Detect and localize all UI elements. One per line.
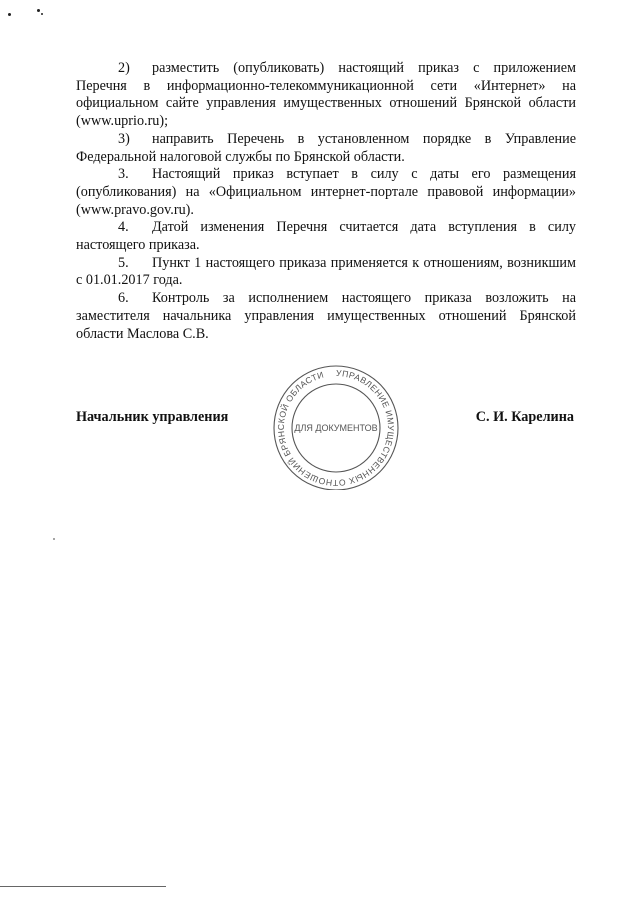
stamp-ring-text: УПРАВЛЕНИЕ ИМУЩЕСТВЕННЫХ ОТНОШЕНИЙ БРЯНСКОЙ ОБЛАСТИ bbox=[275, 367, 396, 489]
document-body bbox=[76, 60, 576, 343]
paragraph-number: 4. bbox=[118, 219, 129, 236]
paragraph-text: разместить (опубликовать) настоящий приказ с приложением Перечня в информационно-телекоммуникационной сети «Интернет» на официальном сайте управления имущественных отношений Брянской области (www.uprio.ru); bbox=[76, 60, 576, 130]
official-stamp bbox=[270, 362, 402, 490]
scan-speck bbox=[53, 538, 55, 540]
paragraph-text: Настоящий приказ вступает в силу с даты его размещения (опубликования) на «Официальном интернет-портале правовой информации» (www.pravo.gov.ru). bbox=[76, 166, 576, 218]
scan-speck bbox=[41, 13, 43, 15]
paragraph-number: 5. bbox=[118, 254, 129, 271]
paragraph-number: 3) bbox=[118, 130, 130, 147]
paragraph-item bbox=[76, 166, 576, 219]
paragraph-item bbox=[76, 60, 576, 131]
signatory-name: С. И. Карелина bbox=[475, 409, 574, 425]
signatory-position: Начальник управления bbox=[76, 409, 229, 425]
paragraph-item bbox=[76, 255, 576, 290]
paragraph-item bbox=[76, 219, 576, 254]
paragraph-text: направить Перечень в установленном порядке в Управление Федеральной налоговой службы по Брянской области. bbox=[76, 130, 576, 165]
paragraph-number: 2) bbox=[118, 60, 130, 76]
footer-divider bbox=[0, 886, 166, 887]
paragraph-item bbox=[76, 131, 576, 166]
paragraph-number: 6. bbox=[118, 290, 129, 307]
paragraph-text: Контроль за исполнением настоящего приказа возложить на заместителя начальника управления имущественных отношений Брянской области Маслова С.В. bbox=[76, 290, 576, 342]
scan-speck bbox=[8, 13, 11, 16]
paragraph-item bbox=[76, 290, 576, 343]
paragraph-number: 3. bbox=[118, 166, 129, 183]
paragraph-text: Пункт 1 настоящего приказа применяется к отношениям, возникшим с 01.01.2017 года. bbox=[76, 254, 576, 289]
stamp-center-text: ДЛЯ ДОКУМЕНТОВ bbox=[294, 423, 378, 433]
paragraph-text: Датой изменения Перечня считается дата вступления в силу настоящего приказа. bbox=[76, 219, 576, 254]
scan-speck bbox=[37, 9, 40, 12]
